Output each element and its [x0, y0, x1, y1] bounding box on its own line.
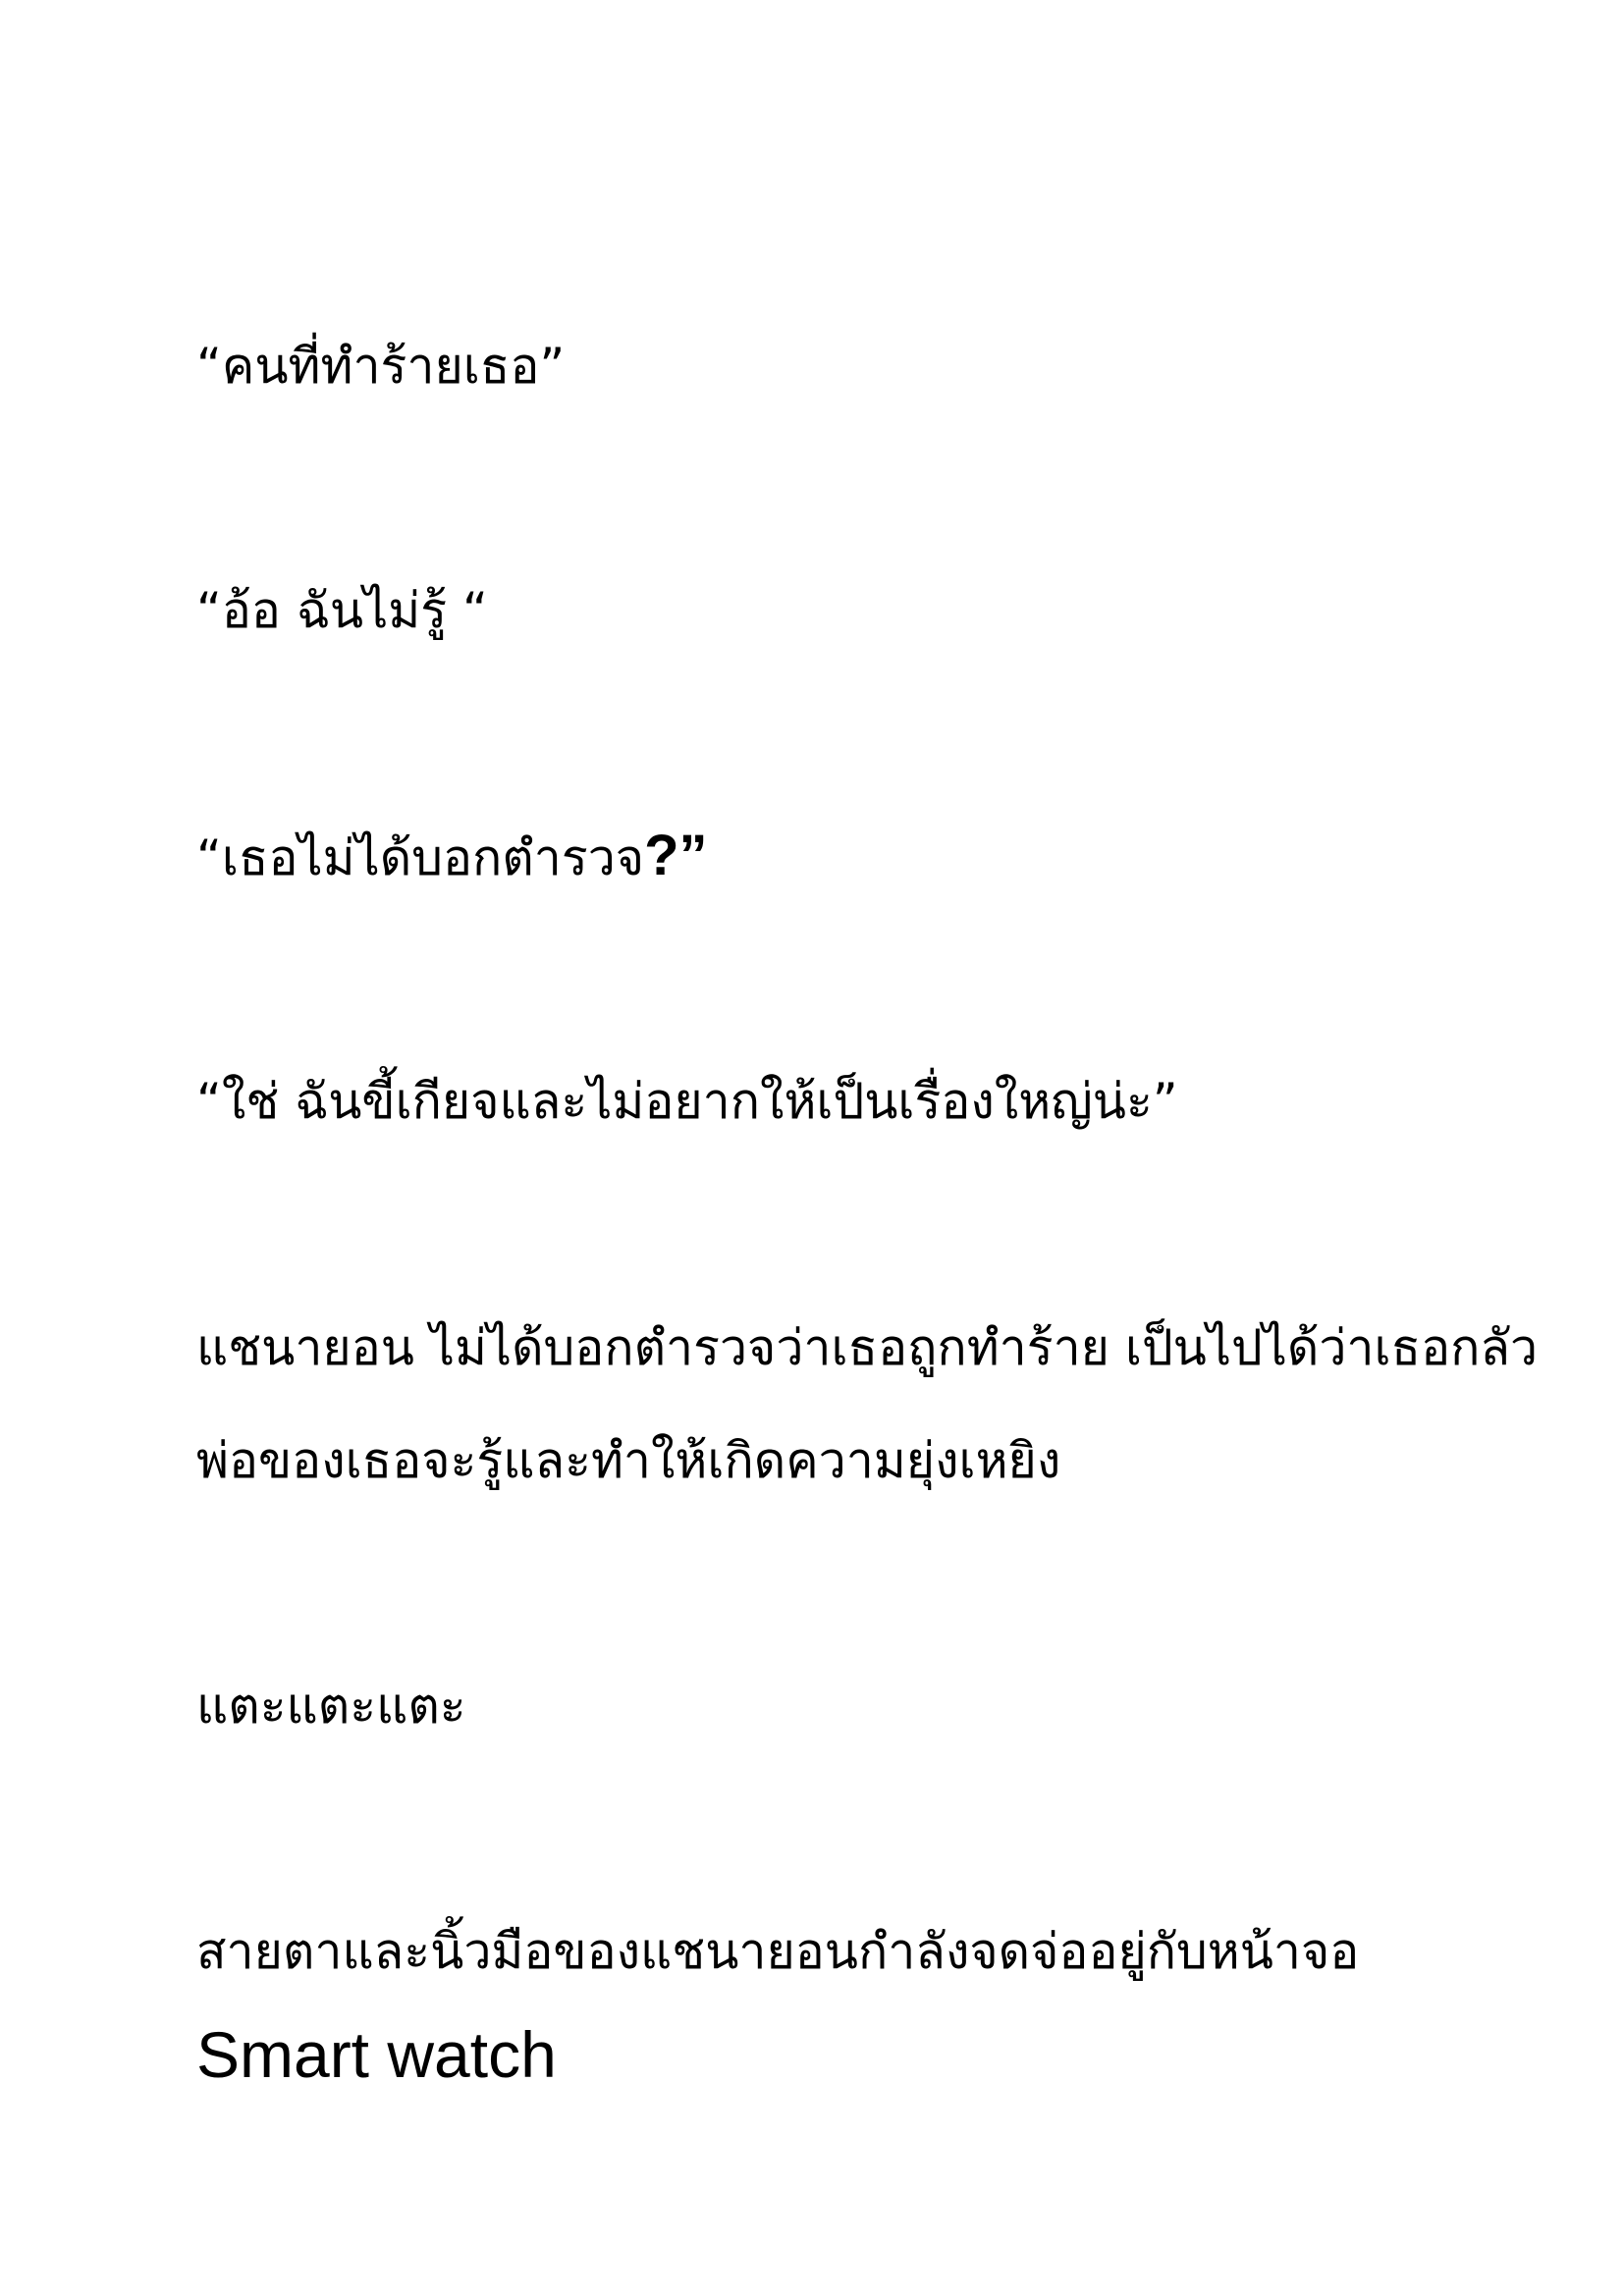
dialogue-text: “คนที่ทำร้ายเธอ”: [196, 338, 566, 395]
sound-effect-line: [196, 1667, 466, 1745]
narration-line-3: [196, 1912, 1359, 1991]
narration-text: พ่อของเธอจะรู้และทำให้เกิดความยุ่งเหยิง: [196, 1432, 1061, 1489]
narration-line-1: [196, 1308, 1538, 1387]
smart-watch-text: Smart watch: [196, 2018, 557, 2091]
dialogue-text: “เธอไม่ได้บอกตำรวจ: [196, 829, 645, 886]
dialogue-line-2: [196, 571, 488, 650]
narration-text: สายตาและนิ้วมือของแชนายอนกำลังจดจ่ออยู่กับหน้าจอ: [196, 1923, 1360, 1980]
dialogue-text: “ใช่ ฉันขี้เกียจและไม่อยากให้เป็นเรื่องใหญ่น่ะ”: [196, 1073, 1178, 1130]
dialogue-line-1: [196, 327, 565, 405]
dialogue-text: “อ้อ ฉันไม่รู้ “: [196, 582, 488, 639]
narration-text: แชนายอน ไม่ได้บอกตำรวจว่าเธอถูกทำร้าย เป็นไปได้ว่าเธอกลัว: [196, 1319, 1539, 1376]
dialogue-line-3: [196, 817, 708, 897]
smart-watch-line: [196, 2010, 557, 2099]
question-mark-quote: ?”: [644, 824, 708, 887]
dialogue-line-4: [196, 1062, 1178, 1141]
narration-line-2: [196, 1421, 1060, 1500]
sound-effect-text: แตะแตะแตะ: [196, 1678, 466, 1735]
